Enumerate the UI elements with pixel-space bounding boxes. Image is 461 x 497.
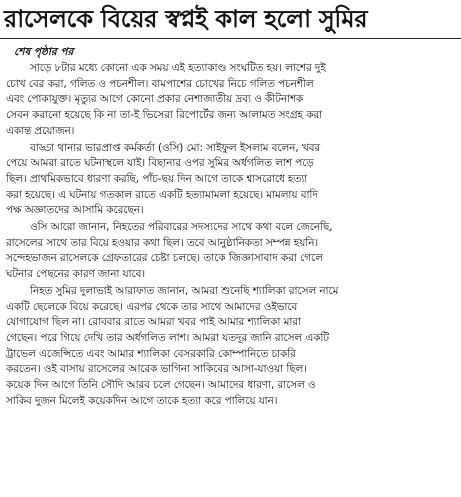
continued-from-label: শেষ পৃষ্ঠার পর — [14, 46, 74, 58]
text-line: একটি ছেলেকে বিয়ে করেছে। এরপর থেকে তার সাথে আমাদের ওইভাবে — [6, 300, 298, 313]
text-line: সন্দেহভাজন রাসেলকে গ্রেফতারের চেষ্টা চলছে। তাকে জিজ্ঞাসাবাদ করা গেলে — [6, 252, 323, 265]
article-body — [6, 61, 455, 409]
text-line: ঘটনার পেছনের কারণ জানা যাবে। — [6, 268, 146, 281]
text-line: ওসি আরো জানান, নিহতের পরিবারের সদস্যদের সাথে কথা বলে জেনেছি, — [30, 221, 333, 234]
text-line: বাড্ডা থানার ভারপ্রাপ্ত কর্মকর্তা (ওসি) মো: সাইফুল ইসলাম বলেন, খবর — [30, 141, 321, 154]
text-line: চোখ বের করা, গলিত ও পচনশীল। বামপাশের চোখের নিচে গলিত পচনশীল — [6, 77, 314, 90]
text-line: সেবন করানো হয়েছে কি না তা-ই ভিসেরা রিপোর্টের জন্য আলামত সংগ্রহ করা — [6, 109, 323, 122]
paragraph-3 — [6, 220, 455, 283]
text-line: ট্রাভেল এজেন্সিতে এবং আমার শ্যালিকা বেসরকারি কোম্পানিতে চাকরি — [6, 347, 296, 360]
text-line: ছিল। প্রাথমিকভাবে ধারণা করছি, পাঁচ-ছয় দিন আগে তাকে শ্বাসরোধে হত্যা — [6, 172, 308, 185]
text-line: রাসেলের সাথে তার বিয়ে হওয়ার কথা ছিল। তবে আনুষ্ঠানিকতা সম্পন্ন হয়নি। — [6, 236, 319, 249]
text-line: সাকিব দুজন মিলেই কয়েকদিন আগে তাকে হত্যা করে পালিয়ে যান। — [6, 394, 278, 407]
text-line: কয়েক দিন আগে তিনি সৌদি আরব চলে গেছেন। আমাদের ধারণা, রাসেল ও — [6, 379, 316, 392]
text-line: পেয়ে আমরা রাতে ঘটনাস্থলে যাই। বিছানার ওপর সুমির অর্ধগলিত লাশ পড়ে — [6, 157, 314, 170]
text-line: গেছেন। পরে গিয়ে দেখি তার অর্ধগলিত লাশ। আমরা যতদূর জানি রাসেল একটি — [6, 331, 329, 344]
headline: রাসেলকে বিয়ের স্বপ্নই কাল হলো সুমির — [4, 5, 368, 33]
text-line: সাড়ে ৮টার মধ্যে কোনো এক সময় এই হত্যাকাণ্ড সংঘটিত হয়। লাশের দুই — [30, 62, 326, 74]
paragraph-1 — [6, 61, 455, 140]
text-line: করতেন। ওই বাসায় রাসেলের আরেক ভাগিনা সাকিবের আসা-যাওয়া ছিল। — [6, 363, 307, 376]
text-line: করা হয়েছে। এ ঘটনায় গতকাল রাতে একটি হত্যামামলা হয়েছে। মামলায় বাদি — [6, 188, 318, 201]
text-line: একান্ত প্রয়োজন। — [6, 124, 75, 137]
text-line: যোগাযোগ ছিল না। রোববার রাতে আমরা খবর পাই আমার শ্যালিকা মারা — [6, 316, 301, 329]
text-line: নিহত সুমির দুলাভাই আরাফাত জানান, আমরা শুনেছি শ্যালিকা রাসেল নামে — [30, 284, 339, 297]
text-line: এবং পোকাযুক্ত। মৃত্যুর আগে কোনো প্রকার নেশাজাতীয় দ্রব্য ও কীটনাশক — [6, 93, 304, 106]
paragraph-4 — [6, 284, 455, 410]
paragraph-2 — [6, 141, 455, 220]
headline-rule — [0, 38, 461, 39]
text-line: পক্ষ অজ্ঞাতদের আসামি করেছেন। — [6, 204, 144, 217]
